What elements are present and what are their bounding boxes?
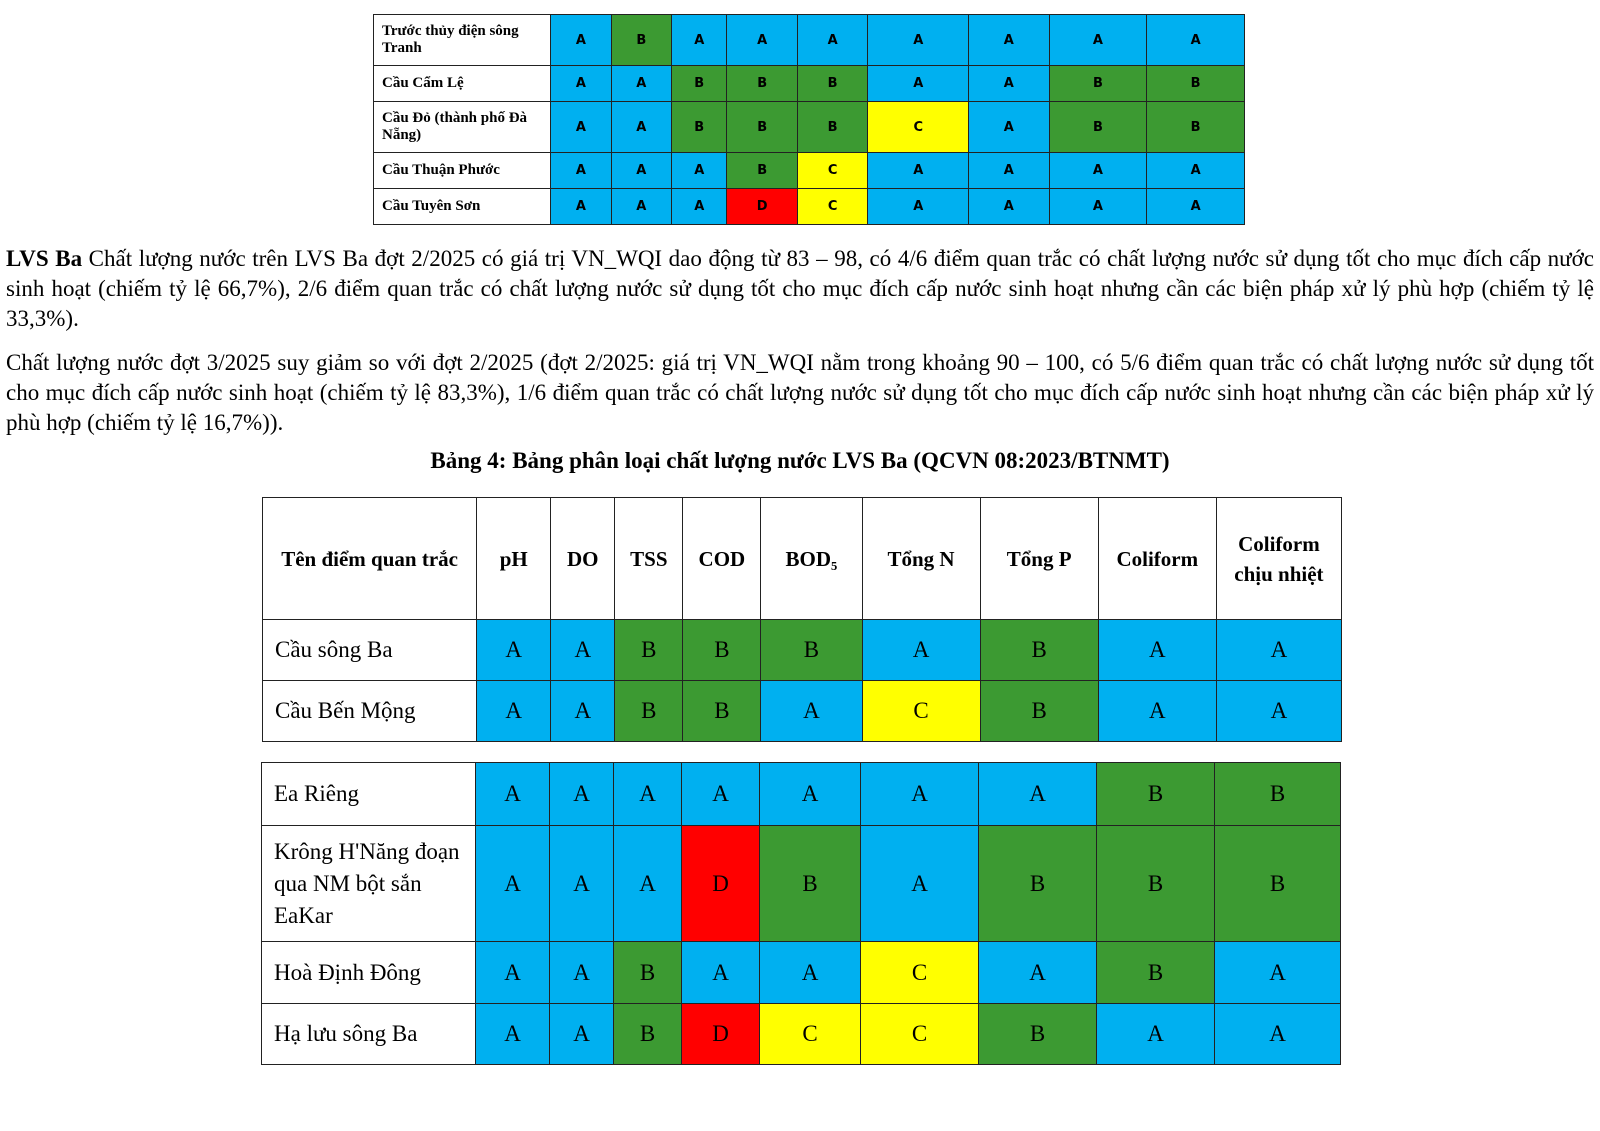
grade-cell: B [979, 826, 1097, 942]
grade-cell: B [797, 66, 867, 102]
grade-cell: B [727, 66, 797, 102]
grade-cell: B [1049, 102, 1147, 153]
grade-cell: A [614, 763, 682, 826]
grade-cell: A [672, 15, 727, 66]
grade-cell: A [979, 763, 1097, 826]
grade-cell: B [727, 102, 797, 153]
grade-cell: A [476, 942, 550, 1004]
table-row [374, 189, 1245, 225]
grade-cell: A [861, 826, 979, 942]
grade-cell: A [551, 681, 615, 742]
grade-cell: A [611, 102, 671, 153]
column-header: Tổng N [862, 498, 980, 620]
grade-cell: A [477, 681, 551, 742]
grade-cell: A [611, 66, 671, 102]
grade-cell: B [1147, 102, 1245, 153]
grade-cell: A [862, 620, 980, 681]
grade-cell: A [797, 15, 867, 66]
column-header: COD [683, 498, 761, 620]
paragraph-lead: LVS Ba [6, 246, 83, 271]
grade-cell: B [980, 620, 1098, 681]
grade-cell: A [550, 1004, 614, 1065]
grade-cell: A [727, 15, 797, 66]
grade-cell: A [682, 942, 760, 1004]
grade-cell: B [672, 66, 727, 102]
paragraph-comparison: Chất lượng nước đợt 3/2025 suy giảm so với đợt 2/2025 (đợt 2/2025: giá trị VN_WQI nằm trong khoảng 90 – 100, có 5/6 điểm quan trắc có chất lượng nước sử dụng tốt cho mục đích cấp nước sinh hoạt (chiếm tỷ lệ 83,3%), 1/6 điểm quan trắc có chất lượng nước sử dụng tốt cho mục đích cấp nước sinh hoạt nhưng cần các biện pháp xử lý phù hợp (chiếm tỷ lệ 16,7%)). [6, 350, 1594, 435]
grade-cell: D [682, 826, 760, 942]
grade-cell: D [682, 1004, 760, 1065]
column-header: TSS [615, 498, 683, 620]
table-row [263, 620, 1342, 681]
grade-cell: C [861, 1004, 979, 1065]
grade-cell: A [551, 15, 611, 66]
grade-cell: A [1097, 1004, 1215, 1065]
grade-cell: A [969, 102, 1050, 153]
grade-cell: A [614, 826, 682, 942]
grade-cell: A [672, 153, 727, 189]
main-classification-table-part-a [262, 497, 1342, 742]
grade-cell: A [551, 189, 611, 225]
grade-cell: B [683, 620, 761, 681]
grade-cell: A [682, 763, 760, 826]
top-classification-table [373, 14, 1245, 225]
grade-cell: B [614, 1004, 682, 1065]
station-name: Cầu Thuận Phước [374, 153, 551, 189]
station-name: Cầu Tuyên Sơn [374, 189, 551, 225]
column-header: Coliform chịu nhiệt [1216, 498, 1341, 620]
grade-cell: A [672, 189, 727, 225]
grade-cell: A [969, 15, 1050, 66]
table-row [262, 763, 1341, 826]
table-row [262, 826, 1341, 942]
grade-cell: A [969, 66, 1050, 102]
grade-cell: B [1097, 826, 1215, 942]
grade-cell: C [861, 942, 979, 1004]
grade-cell: A [611, 189, 671, 225]
grade-cell: A [1216, 620, 1341, 681]
grade-cell: A [476, 826, 550, 942]
grade-cell: A [979, 942, 1097, 1004]
grade-cell: B [615, 681, 683, 742]
grade-cell: B [611, 15, 671, 66]
grade-cell: A [1049, 153, 1147, 189]
grade-cell: A [1049, 189, 1147, 225]
station-name: Cầu sông Ba [263, 620, 477, 681]
grade-cell: B [980, 681, 1098, 742]
main-classification-table-part-b [261, 762, 1341, 1065]
grade-cell: C [797, 153, 867, 189]
grade-cell: C [760, 1004, 861, 1065]
grade-cell: C [862, 681, 980, 742]
grade-cell: C [797, 189, 867, 225]
column-header: Tên điểm quan trắc [263, 498, 477, 620]
grade-cell: A [969, 153, 1050, 189]
grade-cell: A [868, 153, 969, 189]
grade-cell: A [477, 620, 551, 681]
grade-cell: A [1147, 189, 1245, 225]
grade-cell: A [761, 681, 862, 742]
grade-cell: A [868, 15, 969, 66]
station-name: Cầu Bến Mộng [263, 681, 477, 742]
column-header: DO [551, 498, 615, 620]
grade-cell: B [615, 620, 683, 681]
grade-cell: A [1098, 620, 1216, 681]
table-row [263, 681, 1342, 742]
column-header: BOD₅ [761, 498, 862, 620]
grade-cell: B [672, 102, 727, 153]
column-header: Coliform [1098, 498, 1216, 620]
grade-cell: A [476, 763, 550, 826]
grade-cell: A [868, 66, 969, 102]
station-name: Krông H'Năng đoạn qua NM bột sắn EaKar [262, 826, 476, 942]
grade-cell: B [1147, 66, 1245, 102]
grade-cell: B [683, 681, 761, 742]
grade-cell: B [614, 942, 682, 1004]
grade-cell: A [1216, 681, 1341, 742]
grade-cell: A [550, 942, 614, 1004]
table-row [374, 153, 1245, 189]
grade-cell: B [727, 153, 797, 189]
grade-cell: A [550, 826, 614, 942]
grade-cell: A [1098, 681, 1216, 742]
grade-cell: A [969, 189, 1050, 225]
table-row [374, 66, 1245, 102]
grade-cell: B [1215, 763, 1341, 826]
grade-cell: B [1097, 763, 1215, 826]
grade-cell: A [550, 763, 614, 826]
grade-cell: C [868, 102, 969, 153]
station-name: Ea Riêng [262, 763, 476, 826]
table-row [374, 15, 1245, 66]
grade-cell: A [1147, 15, 1245, 66]
grade-cell: A [551, 102, 611, 153]
grade-cell: D [727, 189, 797, 225]
grade-cell: B [797, 102, 867, 153]
grade-cell: A [760, 763, 861, 826]
grade-cell: A [476, 1004, 550, 1065]
grade-cell: A [551, 153, 611, 189]
station-name: Cầu Đỏ (thành phố Đà Nẵng) [374, 102, 551, 153]
station-name: Hạ lưu sông Ba [262, 1004, 476, 1065]
grade-cell: B [979, 1004, 1097, 1065]
grade-cell: A [1215, 942, 1341, 1004]
grade-cell: B [1049, 66, 1147, 102]
grade-cell: B [760, 826, 861, 942]
grade-cell: B [1097, 942, 1215, 1004]
header-row [263, 498, 1342, 620]
grade-cell: A [551, 620, 615, 681]
table-row [374, 102, 1245, 153]
grade-cell: A [1215, 1004, 1341, 1065]
grade-cell: A [760, 942, 861, 1004]
station-name: Trước thủy điện sông Tranh [374, 15, 551, 66]
grade-cell: A [868, 189, 969, 225]
grade-cell: B [1215, 826, 1341, 942]
grade-cell: A [861, 763, 979, 826]
grade-cell: A [611, 153, 671, 189]
station-name: Hoà Định Đông [262, 942, 476, 1004]
column-header: pH [477, 498, 551, 620]
table-caption: Bảng 4: Bảng phân loại chất lượng nước LVS Ba (QCVN 08:2023/BTNMT) [430, 448, 1170, 473]
table-row [262, 1004, 1341, 1065]
grade-cell: B [761, 620, 862, 681]
grade-cell: A [1049, 15, 1147, 66]
grade-cell: A [1147, 153, 1245, 189]
paragraph-text: Chất lượng nước trên LVS Ba đợt 2/2025 có giá trị VN_WQI dao động từ 83 – 98, có 4/6 điểm quan trắc có chất lượng nước sử dụng tốt cho mục đích cấp nước sinh hoạt (chiếm tỷ lệ 66,7%), 2/6 điểm quan trắc có chất lượng nước sử dụng tốt cho mục đích cấp nước sinh hoạt nhưng cần các biện pháp xử lý phù hợp (chiếm tỷ lệ 33,3%). [6, 246, 1595, 331]
paragraph-lvs-ba [6, 244, 1594, 334]
grade-cell: A [551, 66, 611, 102]
table-row [262, 942, 1341, 1004]
station-name: Cầu Cẩm Lệ [374, 66, 551, 102]
column-header: Tổng P [980, 498, 1098, 620]
